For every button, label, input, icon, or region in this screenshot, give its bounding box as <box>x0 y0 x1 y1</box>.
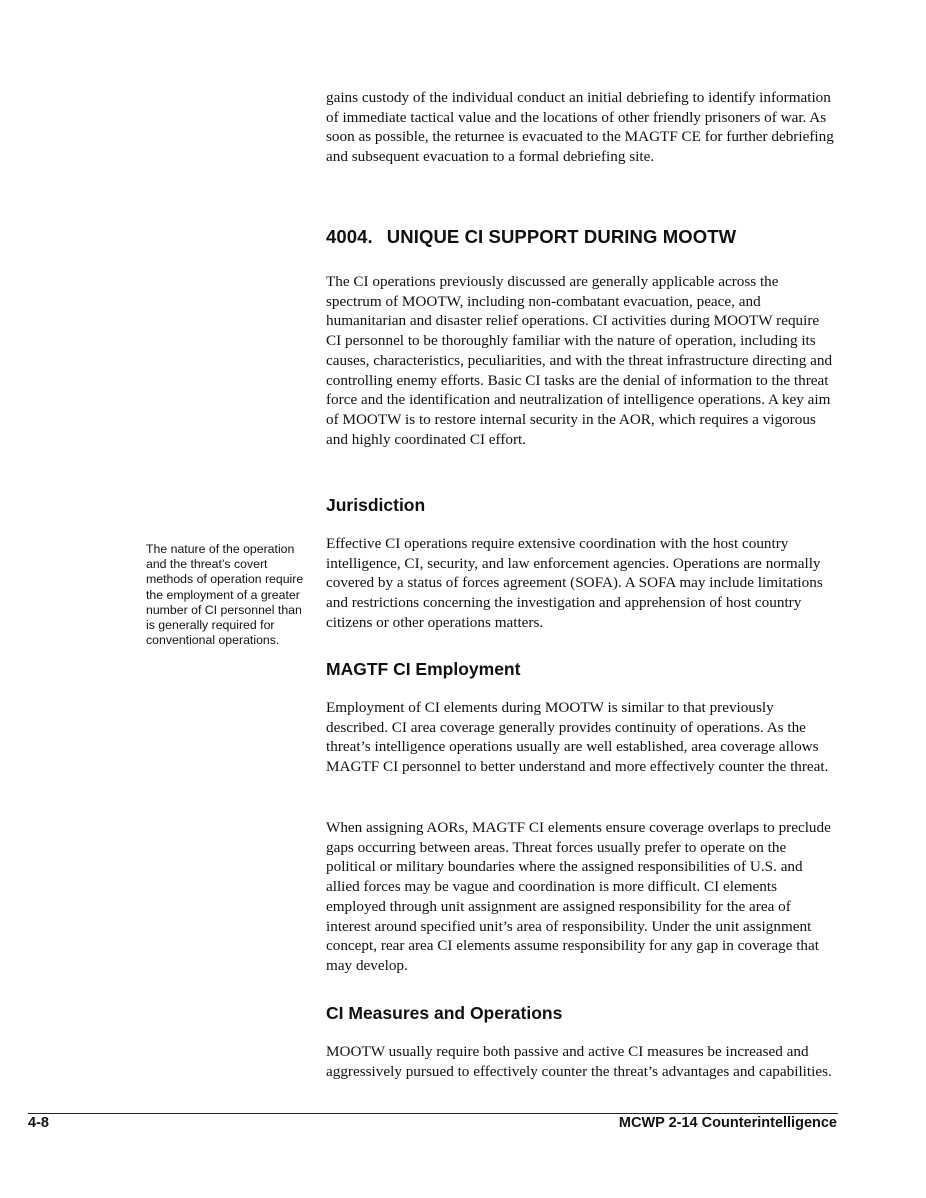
continued-paragraph: gains custody of the individual conduct an initial debriefing to identify information of immediate tactical value and the locations of other friendly prisoners of war. As soon as possible, the returnee is evacuated to the MAGTF CE for further debriefing and subsequent evacuation to a formal debriefing site. <box>326 89 834 166</box>
section-title: UNIQUE CI SUPPORT DURING MOOTW <box>386 226 737 247</box>
ci-measures-paragraph: MOOTW usually require both passive and active CI measures be increased and aggressively pursued to effectively counter the threat’s advantages and capabilities. <box>326 1043 832 1080</box>
margin-note: The nature of the operation and the threat’s covert methods of operation require the employment of a greater number of CI personnel than is generally required for conventional operations. <box>146 542 304 648</box>
jurisdiction-heading: Jurisdiction <box>326 495 426 515</box>
employment-paragraph-2: When assigning AORs, MAGTF CI elements ensure coverage overlaps to preclude gaps occurring between areas. Threat forces usually prefer to operate on the political or military boundaries where the assigned responsibilities of U.S. and allied forces may be vague and coordination is more difficult. CI elements employed through unit assignment are assigned responsibility for the area of interest around specified unit’s area of responsibility. Under the unit assignment concept, rear area CI elements assume responsibility for any gap in coverage that may develop. <box>326 819 831 974</box>
footer-divider <box>28 1113 838 1114</box>
jurisdiction-paragraph: Effective CI operations require extensive coordination with the host country intelligence, CI, security, and law enforcement agencies. Operations are normally covered by a status of forces agreement (SOFA). A SOFA may include limitations and restrictions concerning the investigation and apprehension of host country citizens or other operations matters. <box>326 535 823 631</box>
footer-publication-title: MCWP 2-14 Counterintelligence <box>618 1115 837 1131</box>
employment-paragraph-1: Employment of CI elements during MOOTW is similar to that previously described. CI area coverage generally provides continuity of operations. As the threat’s intelligence operations usually are well established, area coverage allows MAGTF CI personnel to better understand and more effectively counter the threat. <box>326 699 829 776</box>
section-heading <box>326 226 736 248</box>
magtf-ci-employment-heading: MAGTF CI Employment <box>326 659 521 679</box>
ci-measures-heading: CI Measures and Operations <box>326 1003 563 1023</box>
section-intro-paragraph: The CI operations previously discussed are generally applicable across the spectrum of MOOTW, including non-combatant evacuation, peace, and humanitarian and disaster relief operations. CI activities during MOOTW require CI personnel to be thoroughly familiar with the nature of operation, including its causes, characteristics, peculiarities, and with the threat infrastructure directing and controlling enemy efforts. Basic CI tasks are the denial of information to the threat force and the identification and neutralization of intelligence operations. A key aim of MOOTW is to restore internal security in the AOR, which requires a vigorous and highly coordinated CI effort. <box>326 273 833 448</box>
section-number: 4004. <box>326 226 373 247</box>
footer-page-number: 4-8 <box>28 1115 49 1131</box>
